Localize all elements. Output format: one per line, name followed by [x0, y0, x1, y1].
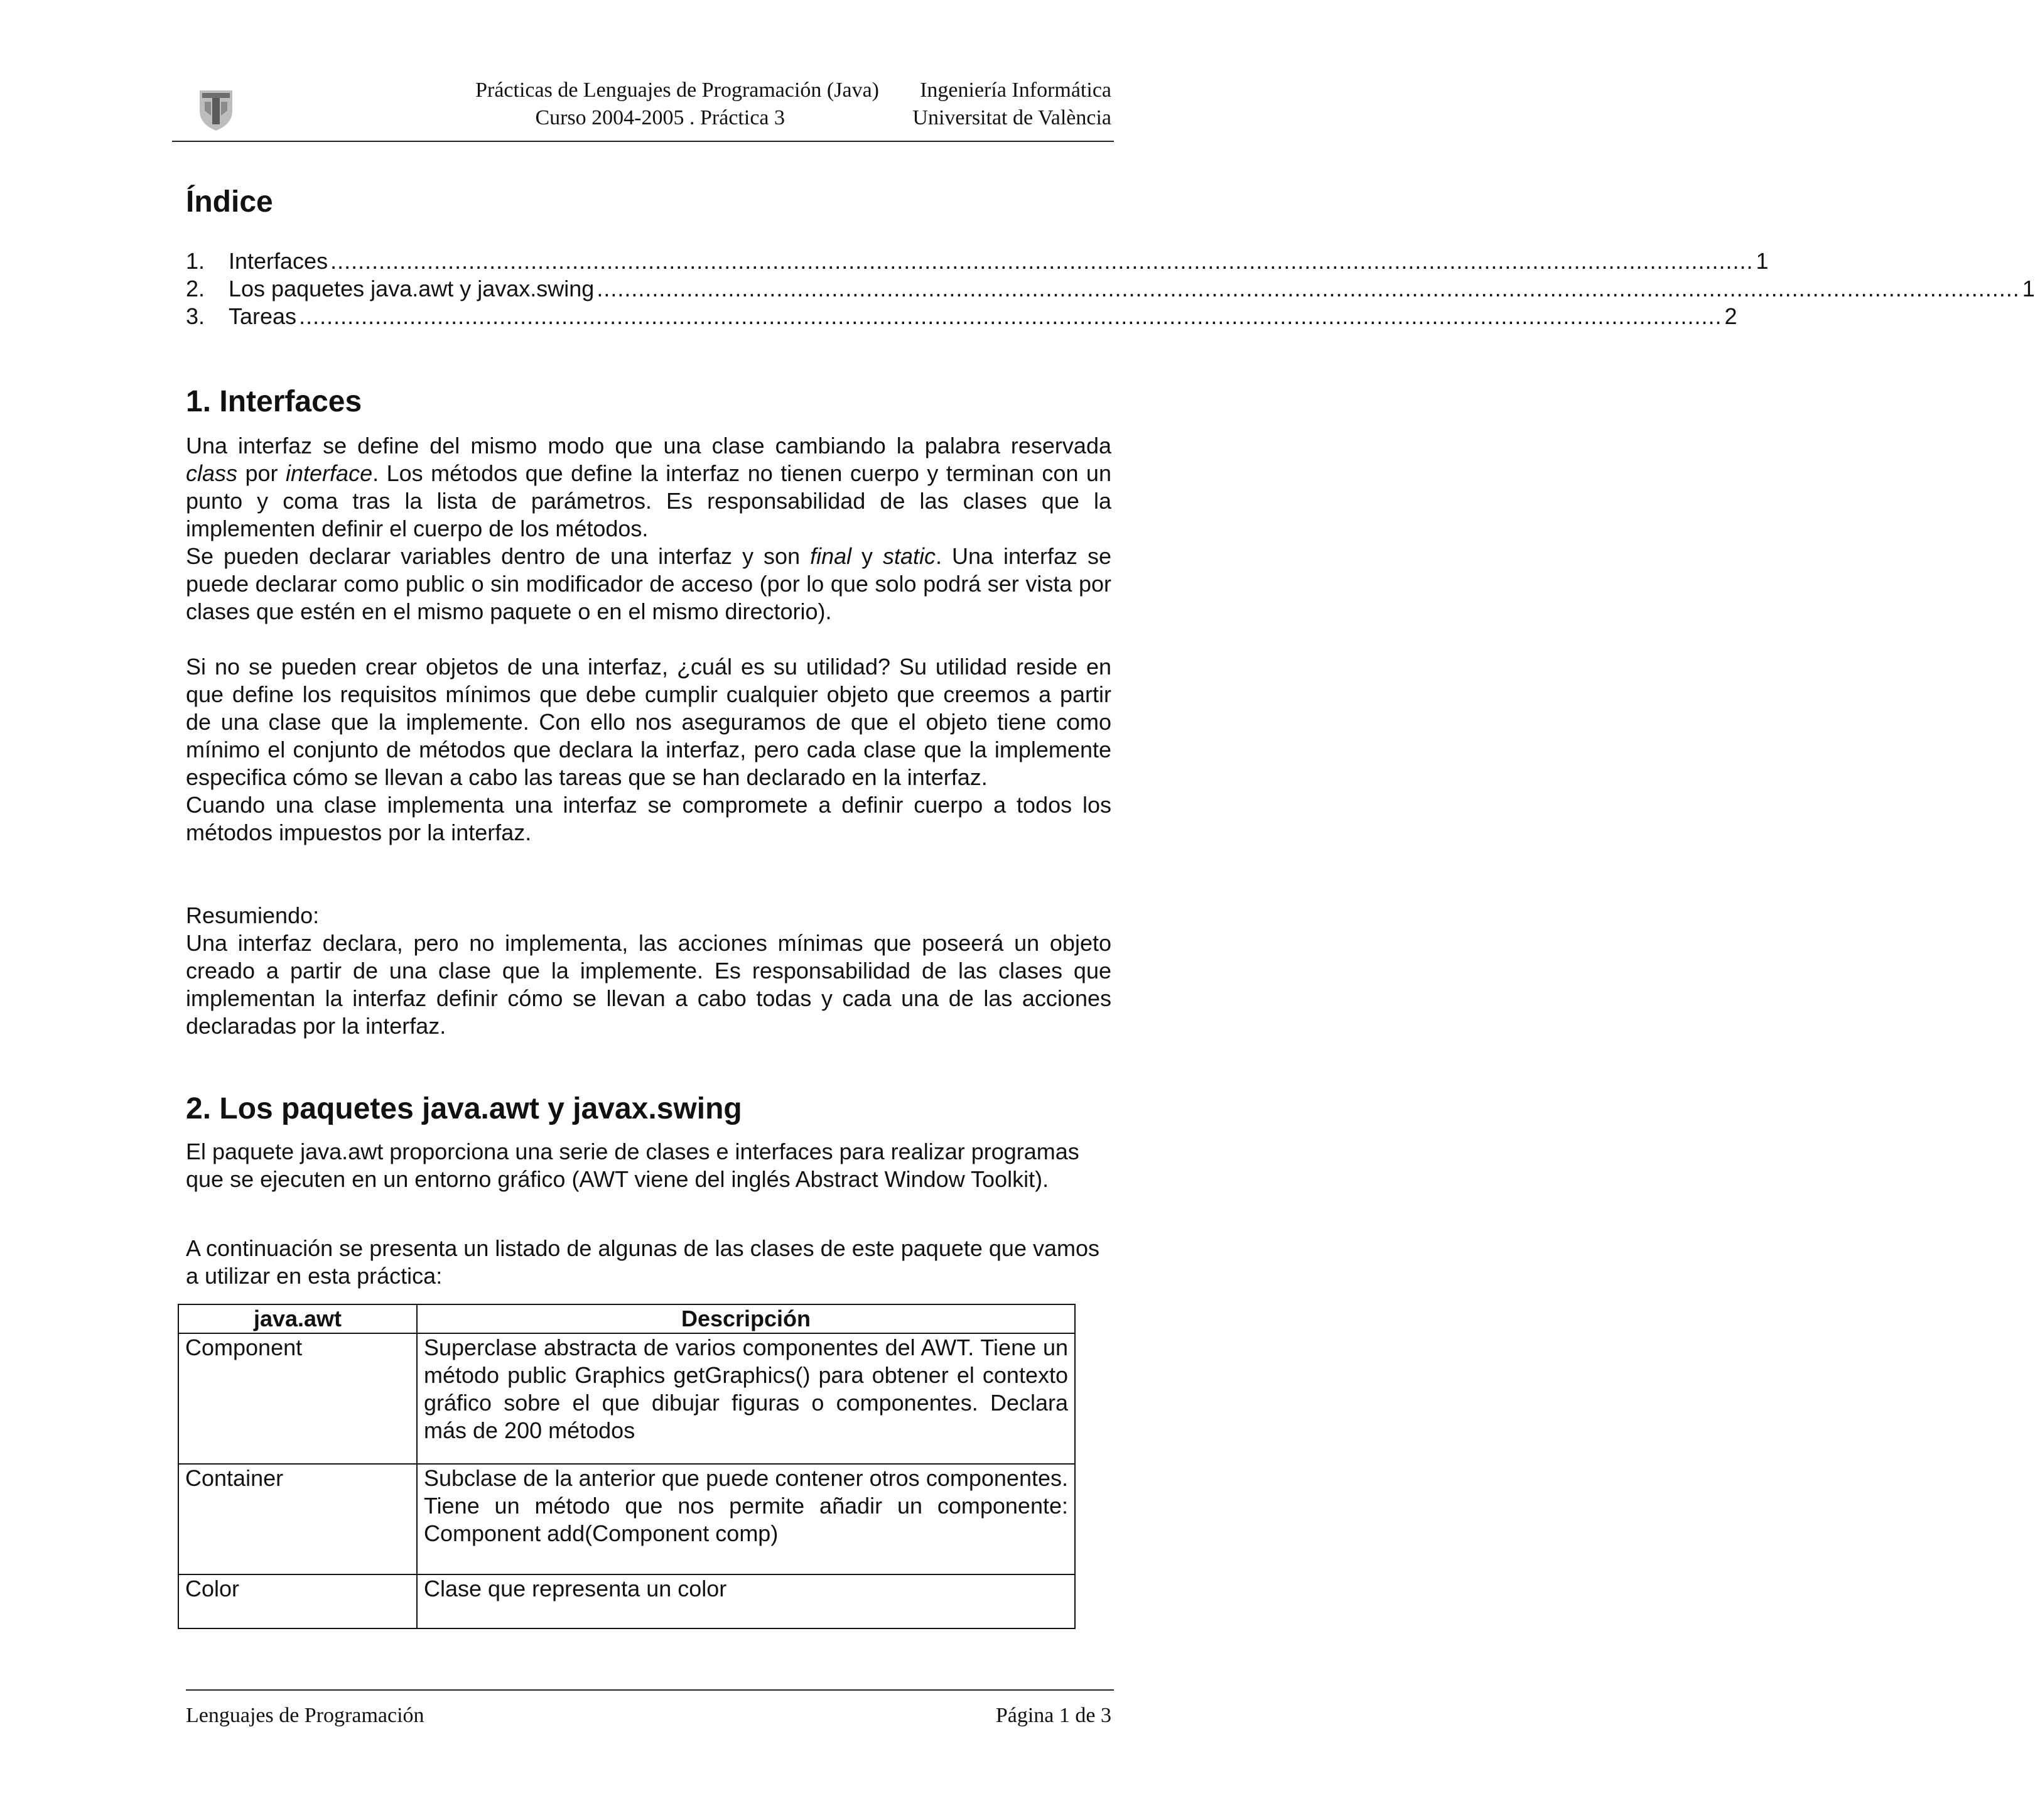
toc-item[interactable] [186, 247, 1769, 275]
footer-left: Lenguajes de Programación [186, 1704, 424, 1727]
toc-item[interactable] [186, 303, 1737, 330]
awt-classes-table [178, 1304, 1076, 1629]
toc-item-page: 1 [1756, 248, 1769, 274]
table-row [178, 1464, 1075, 1574]
toc-item[interactable] [186, 275, 2035, 303]
header-rule [172, 141, 1114, 142]
text-run: y [851, 543, 883, 569]
table-of-contents [186, 247, 2035, 330]
header-university: Universitat de València [912, 106, 1111, 129]
table-cell-description: Clase que representa un color [417, 1574, 1075, 1628]
toc-leader: .............................................................................................................................................................................................................. [299, 303, 1722, 329]
footer-rule [186, 1689, 1114, 1691]
header-course-title: Prácticas de Lenguajes de Programación (Java) [475, 79, 879, 102]
toc-item-number: 1. [186, 248, 205, 274]
text-run: . Los métodos que define la interfaz no tienen cuerpo y terminan con un punto y coma tras la lista de parámetros. Es responsabilidad de las clases que la implementen definir el cuerpo de los métodos. [186, 460, 1111, 541]
table-cell-class: Color [178, 1574, 417, 1628]
section-1-paragraph-2 [186, 653, 1111, 847]
table-cell-description: Subclase de la anterior que puede contener otros componentes. Tiene un método que nos permite añadir un componente: Component add(Component comp) [417, 1464, 1075, 1574]
section-1-paragraph-1 [186, 432, 1111, 626]
table-cell-class: Container [178, 1464, 417, 1574]
section-2-paragraph-2: A continuación se presenta un listado de algunas de las clases de este paquete que vamos a utilizar en esta práctica: [186, 1235, 1099, 1289]
page-number: Página 1 de 3 [995, 1704, 1111, 1727]
section-2-heading: 2. Los paquetes java.awt y javax.swing [186, 1092, 742, 1125]
header-course-session: Curso 2004-2005 . Práctica 3 [535, 106, 785, 129]
text-run: . Una interfaz se puede declarar como public o sin modificador de acceso (por lo que solo podrá ser vista por clases que estén en el mismo paquete o en el mismo directorio). [186, 543, 1112, 624]
toc-item-page: 1 [2022, 276, 2035, 301]
summary-text: Una interfaz declara, pero no implementa, las acciones mínimas que poseerá un objeto creado a partir de una clase que la implemente. Es responsabilidad de las clases que implementan la interfaz definir cómo se llevan a cabo todas y cada una de las acciones declaradas por la interfaz. [186, 930, 1111, 1039]
section-1-summary [186, 902, 1111, 1040]
keyword-static: static [883, 543, 936, 569]
toc-leader: .............................................................................................................................................................................................................. [596, 276, 2020, 301]
toc-item-title: Los paquetes java.awt y javax.swing [229, 276, 595, 301]
toc-item-number: 3. [186, 303, 205, 329]
keyword-class: class [186, 460, 238, 486]
table-row [178, 1333, 1075, 1464]
text-run: Una interfaz se define del mismo modo que una clase cambiando la palabra reservada [186, 433, 1111, 458]
university-crest-icon [196, 85, 236, 132]
toc-item-title: Interfaces [229, 248, 328, 274]
table-cell-class: Component [178, 1333, 417, 1464]
table-header-row [178, 1304, 1075, 1333]
toc-item-number: 2. [186, 276, 205, 301]
header-degree: Ingeniería Informática [920, 79, 1111, 102]
keyword-final: final [810, 543, 852, 569]
table-row [178, 1574, 1075, 1628]
toc-item-title: Tareas [229, 303, 297, 329]
section-1-text: Si no se pueden crear objetos de una interfaz, ¿cuál es su utilidad? Su utilidad reside en que define los requisitos mínimos que debe cumplir cualquier objeto que creemos a partir de una clase que la implemente. Con ello nos aseguramos de que el objeto tiene como mínimo el conjunto de métodos que declara la interfaz, pero cada clase que la implemente especifica cómo se llevan a cabo las tareas que se han declarado en la interfaz. [186, 654, 1111, 790]
toc-heading: Índice [186, 185, 273, 219]
toc-item-page: 2 [1724, 303, 1737, 329]
text-run: por [237, 460, 286, 486]
toc-leader: .............................................................................................................................................................................................................. [330, 248, 1754, 274]
section-1-text: Cuando una clase implementa una interfaz se compromete a definir cuerpo a todos los métodos impuestos por la interfaz. [186, 792, 1111, 845]
table-header-class: java.awt [178, 1304, 417, 1333]
table-header-description: Descripción [417, 1304, 1075, 1333]
summary-label: Resumiendo: [186, 902, 320, 928]
section-1-heading: 1. Interfaces [186, 385, 362, 418]
keyword-interface: interface [286, 460, 373, 486]
table-cell-description: Superclase abstracta de varios componentes del AWT. Tiene un método public Graphics getGraphics() para obtener el contexto gráfico sobre el que dibujar figuras o componentes. Declara más de 200 métodos [417, 1333, 1075, 1464]
section-2-paragraph-1: El paquete java.awt proporciona una serie de clases e interfaces para realizar programas que se ejecuten en un entorno gráfico (AWT viene del inglés Abstract Window Toolkit). [186, 1139, 1079, 1192]
text-run: Se pueden declarar variables dentro de una interfaz y son [186, 543, 811, 569]
